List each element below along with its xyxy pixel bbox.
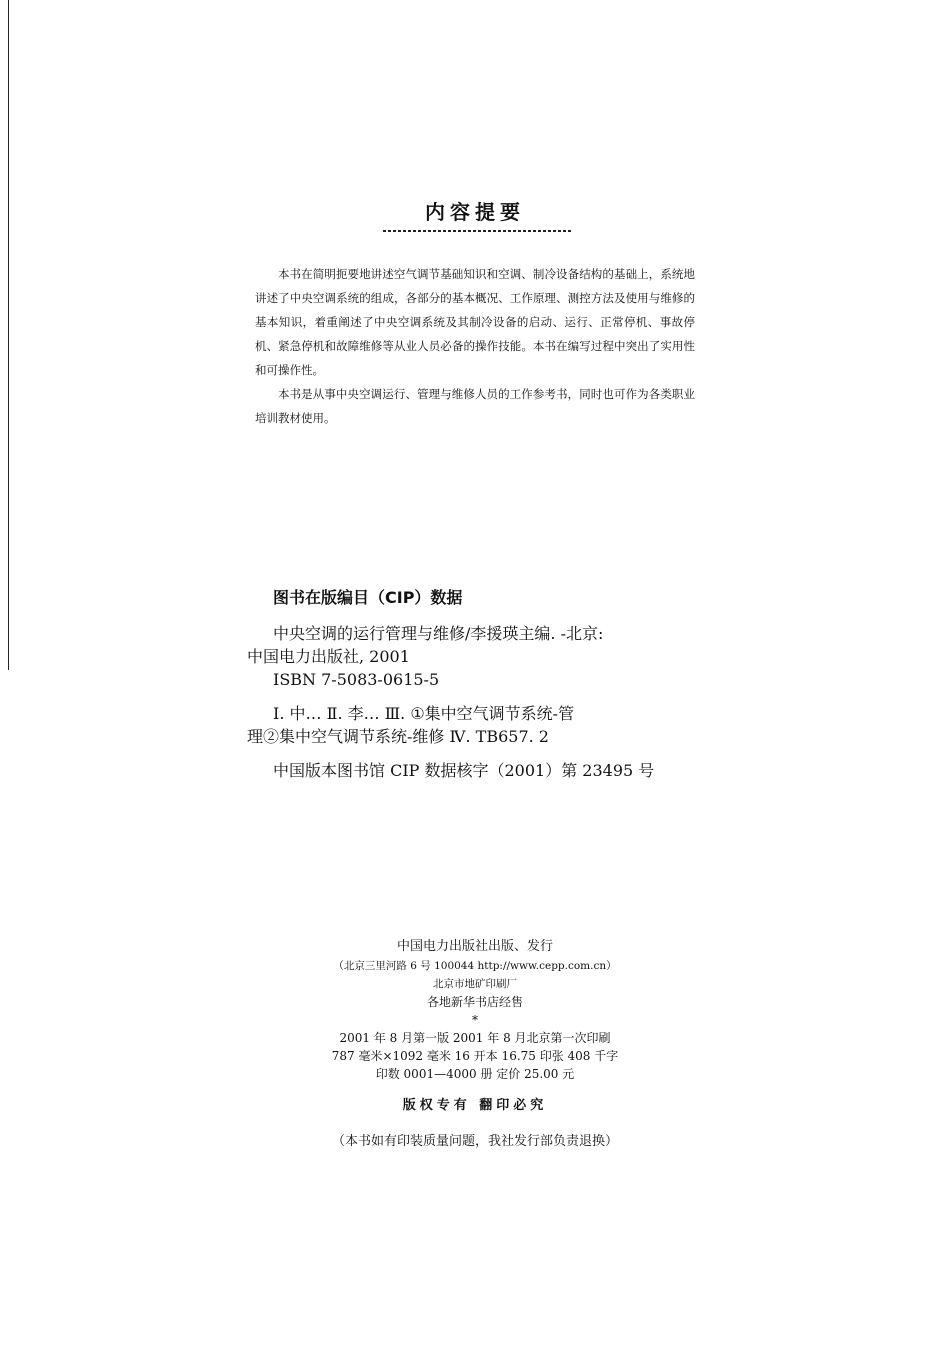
- summary-paragraph-1: 本书在简明扼要地讲述空气调节基础知识和空调、制冷设备结构的基础上，系统地讲述了中央空调系统的组成，各部分的基本概况、工作原理、测控方法及使用与维修的基本知识，着重阐述了中央空调系统及其制冷设备的启动、运行、正常停机、事故停机、紧急停机和故障维修等从业人员必备的操作技能。本书在编写过程中突出了实用性和可操作性。: [255, 267, 695, 377]
- colophon-publisher: 中国电力出版社出版、发行: [396, 939, 553, 954]
- title-underline: [383, 230, 573, 232]
- cip-block: [247, 622, 707, 782]
- colophon: [0, 937, 950, 1151]
- cip-isbn: ISBN 7-5083-0615-5: [273, 670, 440, 689]
- colophon-notice: （本书如有印装质量问题，我社发行部负责退换）: [331, 1134, 618, 1149]
- page-edge-line: [8, 0, 9, 670]
- summary-text: [255, 262, 695, 430]
- cip-subject-line-2: 理②集中空气调节系统-维修 Ⅳ. TB657. 2: [247, 727, 549, 746]
- colophon-edition: 2001 年 8 月第一版 2001 年 8 月北京第一次印刷: [339, 1031, 611, 1045]
- summary-paragraph-2: 本书是从事中央空调运行、管理与维修人员的工作参考书，同时也可作为各类职业培训教材使用。: [255, 387, 695, 425]
- cip-publisher-line: 中国电力出版社, 2001: [247, 647, 410, 666]
- summary-title: 内容提要: [425, 200, 525, 224]
- colophon-star: *: [472, 1013, 478, 1027]
- cip-heading: 图书在版编目（CIP）数据: [273, 588, 463, 607]
- cip-subject-line-1: Ⅰ. 中… Ⅱ. 李… Ⅲ. ①集中空气调节系统-管: [273, 704, 575, 723]
- colophon-printer: 北京市地矿印刷厂: [433, 978, 517, 990]
- cip-record-number: 中国版本图书馆 CIP 数据核字（2001）第 23495 号: [273, 761, 655, 780]
- colophon-rights: 版权专有 翻印必究: [402, 1098, 548, 1113]
- cip-title-line: 中央空调的运行管理与维修/李援瑛主编. -北京:: [273, 624, 604, 643]
- colophon-address: （北京三里河路 6 号 100044 http://www.cepp.com.cn）: [333, 960, 617, 972]
- colophon-format: 787 毫米×1092 毫米 16 开本 16.75 印张 408 千字: [331, 1049, 619, 1063]
- colophon-distributor: 各地新华书店经售: [426, 995, 523, 1009]
- colophon-print-run: 印数 0001—4000 册 定价 25.00 元: [375, 1067, 575, 1081]
